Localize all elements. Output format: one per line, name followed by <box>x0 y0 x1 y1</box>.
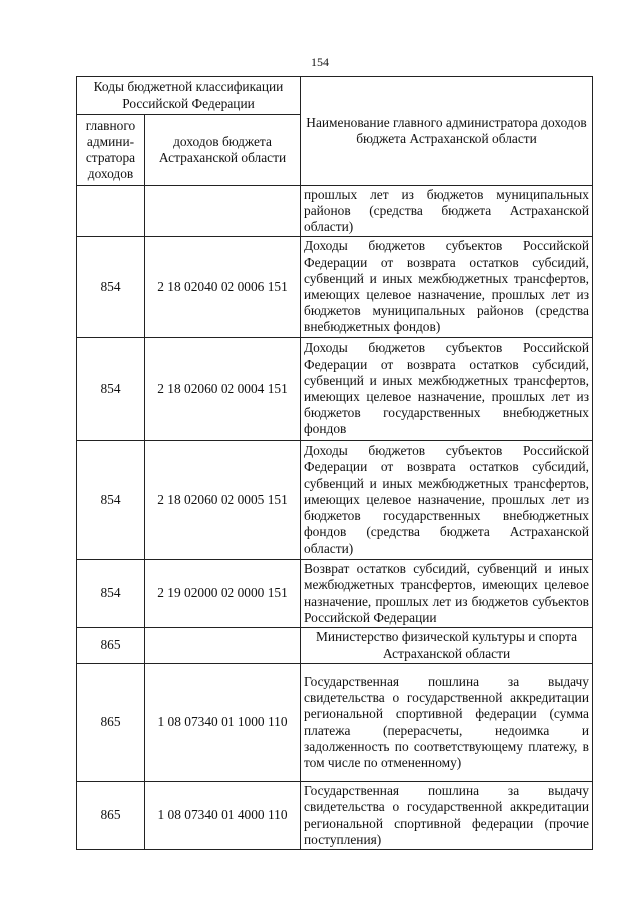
table-header <box>77 77 593 186</box>
administrator-name-cell: Министерство физической культуры и спорта Астраханской области <box>301 628 593 664</box>
table-row <box>77 338 593 441</box>
admin-code-cell <box>77 186 145 237</box>
income-code-cell: 2 18 02040 02 0006 151 <box>145 237 301 338</box>
admin-code-cell: 854 <box>77 338 145 441</box>
table-body <box>77 186 593 850</box>
classification-codes-header: Коды бюджетной классификации Российской Федерации <box>77 77 301 115</box>
admin-code-cell: 854 <box>77 237 145 338</box>
administrator-name-cell: Доходы бюджетов субъектов Российской Федерации от возврата остатков субсидий, субвенций и иных межбюджетных трансфертов, имеющих целевое назначение, прошлых лет из бюджетов государственных внебюджетных фондов <box>301 338 593 441</box>
admin-code-header: главного админи-стратора доходов <box>77 115 145 186</box>
income-code-cell <box>145 186 301 237</box>
administrator-name-cell: Государственная пошлина за выдачу свидетельства о государственной аккредитации региональной спортивной федерации (прочие поступления) <box>301 782 593 850</box>
table-row <box>77 560 593 628</box>
page-number: 154 <box>311 55 329 69</box>
income-code-header: доходов бюджета Астраханской области <box>145 115 301 186</box>
table-row <box>77 664 593 782</box>
admin-code-cell: 865 <box>77 664 145 782</box>
table-row <box>77 186 593 237</box>
income-code-cell: 2 18 02060 02 0004 151 <box>145 338 301 441</box>
income-code-cell: 1 08 07340 01 4000 110 <box>145 782 301 850</box>
budget-classification-table <box>76 76 593 850</box>
administrator-name-cell: Доходы бюджетов субъектов Российской Федерации от возврата остатков субсидий, субвенций и иных межбюджетных трансфертов, имеющих целевое назначение, прошлых лет из бюджетов государственных внебюджетных фондов (средства бюджета Астраханской области) <box>301 441 593 560</box>
administrator-name-cell: прошлых лет из бюджетов муниципальных районов (средства бюджета Астраханской области) <box>301 186 593 237</box>
admin-code-cell: 865 <box>77 782 145 850</box>
table-row <box>77 782 593 850</box>
administrator-name-header: Наименование главного администратора доходов бюджета Астраханской области <box>301 77 593 186</box>
income-code-cell: 2 19 02000 02 0000 151 <box>145 560 301 628</box>
income-code-cell: 1 08 07340 01 1000 110 <box>145 664 301 782</box>
table-row <box>77 628 593 664</box>
header-row <box>77 77 593 115</box>
administrator-name-cell: Возврат остатков субсидий, субвенций и иных межбюджетных трансфертов, имеющих целевое назначение, прошлых лет из бюджетов субъектов Российской Федерации <box>301 560 593 628</box>
admin-code-cell: 865 <box>77 628 145 664</box>
table-row <box>77 237 593 338</box>
administrator-name-cell: Государственная пошлина за выдачу свидетельства о государственной аккредитации региональной спортивной федерации (сумма платежа (перерасчеты, недоимка и задолженность по соответствующему платежу, в том числе по отмененному) <box>301 664 593 782</box>
table-row <box>77 441 593 560</box>
income-code-cell <box>145 628 301 664</box>
admin-code-cell: 854 <box>77 560 145 628</box>
income-code-cell: 2 18 02060 02 0005 151 <box>145 441 301 560</box>
admin-code-cell: 854 <box>77 441 145 560</box>
administrator-name-cell: Доходы бюджетов субъектов Российской Федерации от возврата остатков субсидий, субвенций и иных межбюджетных трансфертов, имеющих целевое назначение, прошлых лет из бюджетов муниципальных районов (средства внебюджетных фондов) <box>301 237 593 338</box>
